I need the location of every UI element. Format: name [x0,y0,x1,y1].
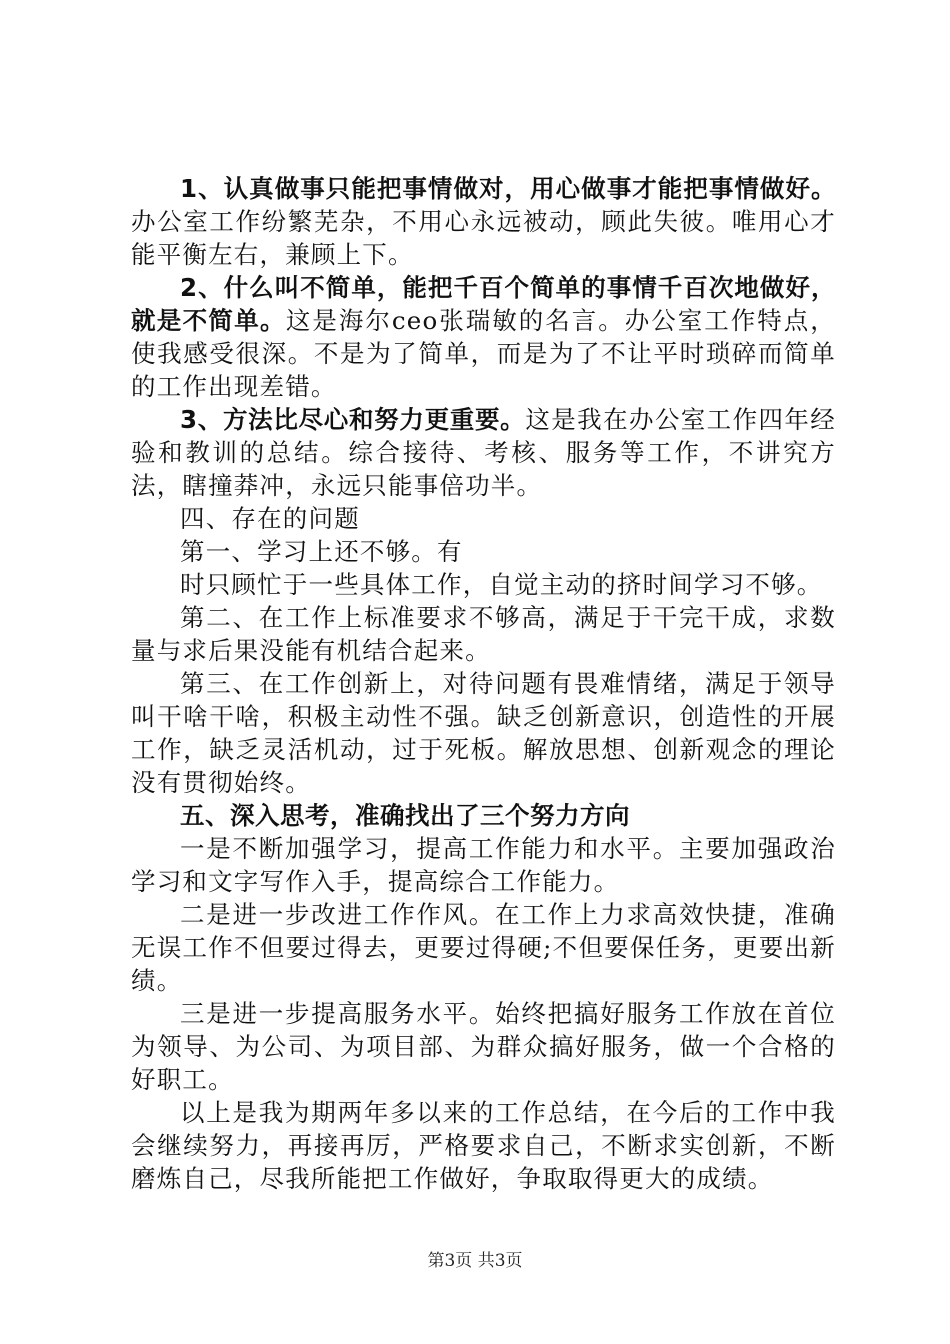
paragraph-3 [131,403,836,502]
paragraph-1 [131,172,836,271]
section-4-heading: 四、存在的问题 [180,504,360,533]
document-body [131,172,836,1195]
section-5-item-1: 一是不断加强学习，提高工作能力和水平。主要加强政治学习和文字写作入手，提高综合工作能力。 [131,834,836,896]
closing-paragraph: 以上是我为期两年多以来的工作总结，在今后的工作中我会继续努力，再接再厉，严格要求自己，不断求实创新，不断磨炼自己，尽我所能把工作做好，争取取得更大的成绩。 [131,1098,836,1193]
section-4-item-3: 第三、在工作创新上，对待问题有畏难情绪，满足于领导叫干啥干啥，积极主动性不强。缺乏创新意识，创造性的开展工作，缺乏灵活机动，过于死板。解放思想、创新观念的理论没有贯彻始终。 [131,669,836,797]
paragraph-3-lead: 3、方法比尽心和努力更重要。 [180,405,526,434]
paragraph-1-text: 办公室工作纷繁芜杂，不用心永远被动，顾此失彼。唯用心才能平衡左右，兼顾上下。 [131,207,836,269]
section-4-item-1a: 第一、学习上还不够。有 [180,537,463,566]
paragraph-2 [131,271,836,403]
section-4-item-1b: 时只顾忙于一些具体工作，自觉主动的挤时间学习不够。 [180,570,823,599]
paragraph-1-lead: 1、认真做事只能把事情做对，用心做事才能把事情做好。 [180,174,836,203]
paragraph-2-text: 这是海尔ceo张瑞敏的名言。办公室工作特点，使我感受很深。不是为了简单，而是为了不让平时琐碎而简单的工作出现差错。 [131,306,837,401]
section-5-item-3: 三是进一步提高服务水平。始终把搞好服务工作放在首位为领导、为公司、为项目部、为群众搞好服务，做一个合格的好职工。 [131,999,836,1094]
page-number-footer: 第3页 共3页 [427,1251,523,1271]
paragraph-3-text: 这是我在办公室工作四年经验和教训的总结。综合接待、考核、服务等工作，不讲究方法，瞎撞莽冲，永远只能事倍功半。 [131,405,836,500]
section-4-item-2: 第二、在工作上标准要求不够高，满足于干完干成，求数量与求后果没能有机结合起来。 [131,603,836,665]
paragraph-2-lead: 2、什么叫不简单，能把千百个简单的事情千百次地做好，就是不简单。 [131,273,836,335]
section-5-heading: 五、深入思考，准确找出了三个努力方向 [180,801,630,830]
section-5-item-2: 二是进一步改进工作作风。在工作上力求高效快捷，准确无误工作不但要过得去，更要过得硬;不但要保任务，更要出新绩。 [131,900,836,995]
